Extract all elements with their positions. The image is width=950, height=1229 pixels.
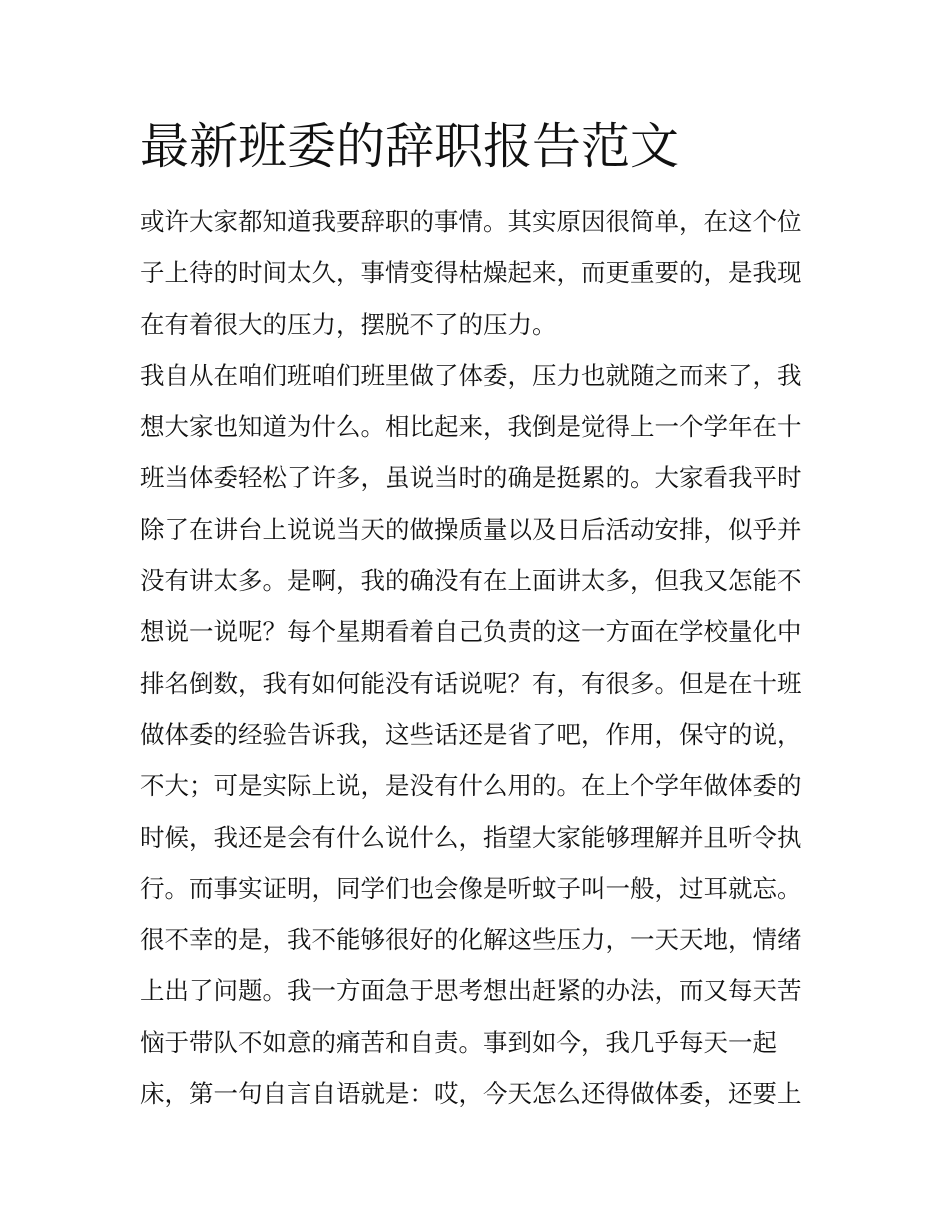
body-line: 时候，我还是会有什么说什么，指望大家能够理解并且听令执	[140, 822, 802, 852]
body-line: 恼于带队不如意的痛苦和自责。事到如今，我几乎每天一起	[140, 1027, 777, 1057]
body-line: 子上待的时间太久，事情变得枯燥起来，而更重要的，是我现	[140, 258, 802, 288]
body-line: 排名倒数，我有如何能没有话说呢？有，有很多。但是在十班	[140, 668, 802, 698]
body-line: 不大；可是实际上说，是没有什么用的。在上个学年做体委的	[140, 771, 802, 801]
document-body	[140, 196, 820, 1119]
body-line: 或许大家都知道我要辞职的事情。其实原因很简单，在这个位	[140, 207, 802, 236]
body-line: 做体委的经验告诉我，这些话还是省了吧，作用，保守的说，	[140, 719, 802, 749]
body-line: 除了在讲台上说说当天的做操质量以及日后活动安排，似乎并	[140, 514, 802, 544]
body-line: 班当体委轻松了许多，虽说当时的确是挺累的。大家看我平时	[140, 463, 802, 493]
body-line: 想说一说呢？每个星期看着自己负责的这一方面在学校量化中	[140, 617, 802, 647]
body-line: 行。而事实证明，同学们也会像是听蚊子叫一般，过耳就忘。	[140, 873, 802, 903]
body-line: 没有讲太多。是啊，我的确没有在上面讲太多，但我又怎能不	[140, 566, 802, 596]
body-line: 想大家也知道为什么。相比起来，我倒是觉得上一个学年在十	[140, 412, 802, 442]
body-line: 上出了问题。我一方面急于思考想出赶紧的办法，而又每天苦	[140, 976, 802, 1006]
body-line: 很不幸的是，我不能够很好的化解这些压力，一天天地，情绪	[140, 925, 802, 955]
body-line: 在有着很大的压力，摆脱不了的压力。	[140, 309, 557, 339]
document-title: 最新班委的辞职报告范文	[140, 118, 680, 175]
body-line: 床，第一句自言自语就是：哎，今天怎么还得做体委，还要上	[140, 1079, 802, 1109]
body-line: 我自从在咱们班咱们班里做了体委，压力也就随之而来了，我	[140, 360, 802, 390]
